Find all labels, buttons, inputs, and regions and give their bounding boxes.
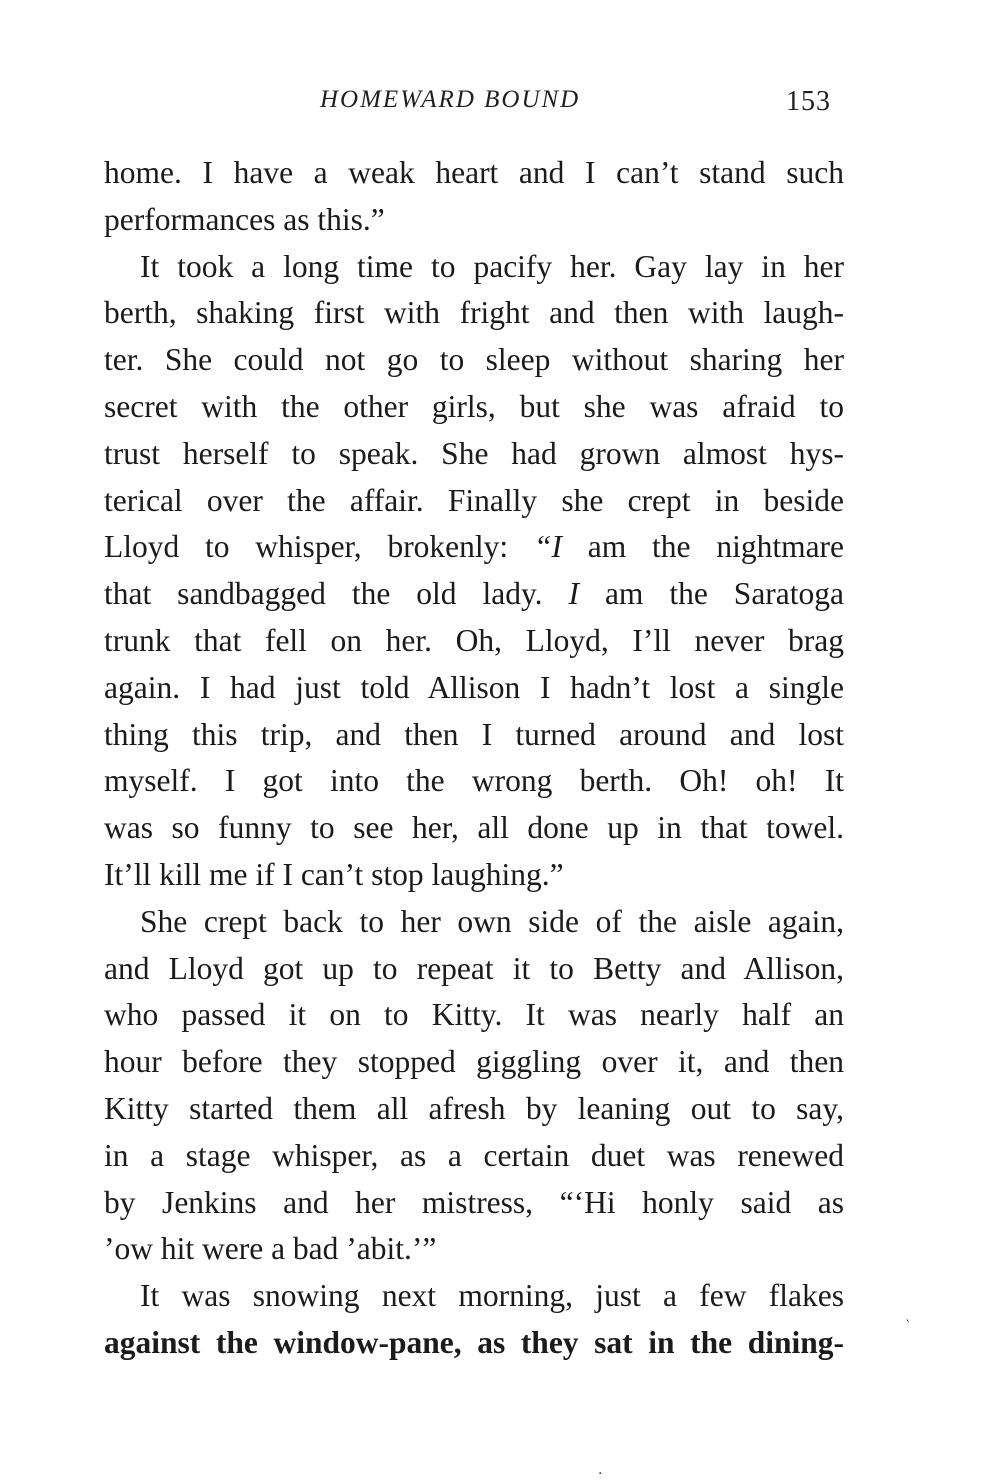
text-line: against the window-pane, as they sat in the dining- [104, 1324, 844, 1360]
text-line: by Jenkins and her mistress, “‘Hi honly said as [104, 1184, 844, 1220]
ink-dot-decoration: · [598, 1466, 603, 1482]
running-title: HOMEWARD BOUND [320, 86, 581, 113]
text-line: trust herself to speak. She had grown almost hys- [104, 435, 844, 471]
text-line: hour before they stopped giggling over it, and then [104, 1044, 844, 1080]
line-segment: am the nightmare [587, 529, 845, 565]
page-number: 153 [786, 86, 831, 117]
paragraph-start-line: She crept back to her own side of the aisle again, [140, 903, 844, 939]
text-line: in a stage whisper, as a certain duet was renewed [104, 1137, 844, 1173]
ink-speck-decoration: ‵ [906, 1318, 910, 1334]
text-line: Kitty started them all afresh by leaning out to say, [104, 1090, 844, 1126]
italic-emphasis: I [568, 576, 579, 612]
text-line: secret with the other girls, but she was afraid to [104, 388, 844, 424]
text-line: and Lloyd got up to repeat it to Betty and Allison, [104, 950, 844, 986]
text-line: who passed it on to Kitty. It was nearly half an [104, 997, 844, 1033]
text-line: berth, shaking first with fright and then with laugh- [104, 295, 844, 331]
line-segment: am the Saratoga [604, 576, 845, 612]
text-line: myself. I got into the wrong berth. Oh! oh! It [104, 763, 844, 799]
line-segment: that sandbagged the old lady. [104, 576, 543, 612]
text-line: trunk that fell on her. Oh, Lloyd, I’ll never brag [104, 622, 844, 658]
text-line: terical over the affair. Finally she crept in beside [104, 482, 844, 518]
text-line: was so funny to see her, all done up in that towel. [104, 810, 844, 846]
text-line: ter. She could not go to sleep without sharing her [104, 342, 844, 378]
text-line [104, 524, 844, 571]
text-line: again. I had just told Allison I hadn’t lost a single [104, 669, 844, 705]
text-line: It’ll kill me if I can’t stop laughing.” [104, 856, 564, 892]
text-line: home. I have a weak heart and I can’t stand such [104, 155, 844, 190]
running-head [0, 86, 992, 126]
body-text [104, 150, 844, 1367]
text-line: thing this trip, and then I turned around and lost [104, 716, 844, 752]
text-line: performances as this.” [104, 201, 385, 237]
line-segment: Lloyd to whisper, brokenly: [104, 529, 509, 565]
text-line: ’ow hit were a bad ’abit.’” [104, 1231, 437, 1267]
italic-emphasis: “I [533, 529, 562, 565]
paragraph-start-line: It took a long time to pacify her. Gay lay in her [140, 248, 844, 284]
paragraph-start-line: It was snowing next morning, just a few flakes [140, 1278, 844, 1314]
text-line [104, 571, 844, 618]
